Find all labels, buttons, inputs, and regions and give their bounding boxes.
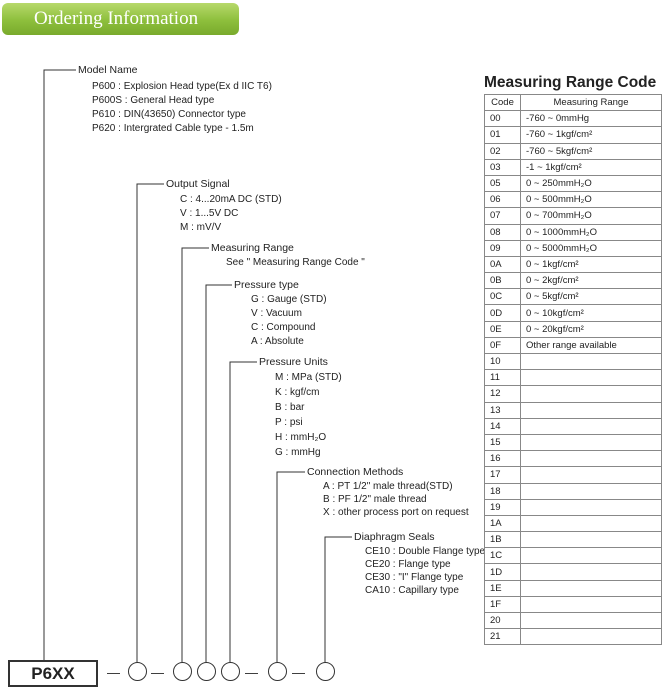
range-value-cell: -1 ~ 1kgf/cm² (521, 159, 662, 175)
table-row (485, 467, 662, 483)
table-row (485, 321, 662, 337)
range-value-cell (521, 434, 662, 450)
range-value-cell: 0 ~ 1kgf/cm² (521, 256, 662, 272)
pressure-units-option: K : kgf/cm (275, 387, 320, 398)
table-row (485, 111, 662, 127)
pressure-units-slot (221, 662, 240, 681)
range-code-cell: 0C (485, 289, 521, 305)
range-code-cell: 08 (485, 224, 521, 240)
range-value-cell (521, 548, 662, 564)
pressure-units-option: G : mmHg (275, 447, 321, 458)
range-value-cell (521, 418, 662, 434)
range-code-cell: 05 (485, 175, 521, 191)
range-value-cell (521, 402, 662, 418)
model-name-option: P600S : General Head type (92, 95, 215, 106)
table-row (485, 175, 662, 191)
range-value-cell (521, 532, 662, 548)
table-row (485, 515, 662, 531)
range-code-cell: 15 (485, 434, 521, 450)
range-code-cell: 0B (485, 273, 521, 289)
range-code-cell: 14 (485, 418, 521, 434)
range-value-cell: -760 ~ 0mmHg (521, 111, 662, 127)
table-row (485, 224, 662, 240)
table-row (485, 143, 662, 159)
model-name-option: P610 : DIN(43650) Connector type (92, 109, 246, 120)
pressure-units-option: P : psi (275, 417, 303, 428)
pressure-type-label: Pressure type (234, 279, 299, 291)
table-row (485, 402, 662, 418)
range-value-cell (521, 499, 662, 515)
range-code-cell: 00 (485, 111, 521, 127)
range-code-cell: 1F (485, 596, 521, 612)
range-code-cell: 19 (485, 499, 521, 515)
table-row (485, 289, 662, 305)
range-code-cell: 0E (485, 321, 521, 337)
range-code-cell: 03 (485, 159, 521, 175)
range-code-cell: 20 (485, 613, 521, 629)
range-value-cell (521, 580, 662, 596)
table-row (485, 483, 662, 499)
measuring-range-label: Measuring Range (211, 242, 294, 254)
table-row (485, 548, 662, 564)
output-signal-label: Output Signal (166, 178, 230, 190)
connection-methods-label: Connection Methods (307, 466, 404, 478)
range-code-cell: 1B (485, 532, 521, 548)
output-signal-option: M : mV/V (180, 222, 222, 233)
pressure-type-option: V : Vacuum (251, 308, 302, 319)
table-row (485, 256, 662, 272)
measuring-range-slot (173, 662, 192, 681)
range-code-cell: 1C (485, 548, 521, 564)
range-column-header: Measuring Range (521, 95, 662, 111)
diaphragm-seal-slot (316, 662, 335, 681)
range-value-cell: -760 ~ 1kgf/cm² (521, 127, 662, 143)
table-row (485, 305, 662, 321)
model-name-option: P600 : Explosion Head type(Ex d IIC T6) (92, 81, 272, 92)
table-row (485, 240, 662, 256)
table-header-row (485, 95, 662, 111)
range-value-cell: 0 ~ 5kgf/cm² (521, 289, 662, 305)
range-code-cell: 12 (485, 386, 521, 402)
measuring-range-note: See " Measuring Range Code " (226, 257, 365, 268)
range-code-cell: 10 (485, 354, 521, 370)
diaphragm-seal-option: CE30 : "I" Flange type (365, 572, 464, 583)
output-signal-option: V : 1...5V DC (180, 208, 239, 219)
table-row (485, 208, 662, 224)
range-code-cell: 0D (485, 305, 521, 321)
table-row (485, 273, 662, 289)
range-value-cell: -760 ~ 5kgf/cm² (521, 143, 662, 159)
table-row (485, 596, 662, 612)
table-row (485, 354, 662, 370)
range-code-cell: 06 (485, 192, 521, 208)
range-code-cell: 02 (485, 143, 521, 159)
pressure-type-option: C : Compound (251, 322, 316, 333)
table-row (485, 629, 662, 645)
range-value-cell (521, 386, 662, 402)
range-value-cell (521, 596, 662, 612)
connection-method-option: X : other process port on request (323, 507, 469, 518)
range-value-cell: 0 ~ 10kgf/cm² (521, 305, 662, 321)
range-code-cell: 09 (485, 240, 521, 256)
pressure-type-slot (197, 662, 216, 681)
range-value-cell: Other range available (521, 337, 662, 353)
section-title: Ordering Information (34, 8, 199, 29)
range-code-cell: 11 (485, 370, 521, 386)
table-row (485, 613, 662, 629)
diaphragm-seal-option: CA10 : Capillary type (365, 585, 459, 596)
pressure-type-option: G : Gauge (STD) (251, 294, 327, 305)
range-value-cell: 0 ~ 20kgf/cm² (521, 321, 662, 337)
model-name-label: Model Name (78, 64, 138, 76)
pressure-type-option: A : Absolute (251, 336, 304, 347)
range-value-cell (521, 451, 662, 467)
table-row (485, 386, 662, 402)
dash-separator: — (107, 665, 120, 680)
range-value-cell: 0 ~ 2kgf/cm² (521, 273, 662, 289)
range-code-cell: 17 (485, 467, 521, 483)
range-value-cell (521, 629, 662, 645)
dash-separator: — (292, 665, 305, 680)
output-signal-option: C : 4...20mA DC (STD) (180, 194, 282, 205)
range-value-cell: 0 ~ 5000mmH₂O (521, 240, 662, 256)
range-value-cell (521, 564, 662, 580)
table-row (485, 434, 662, 450)
range-code-cell: 16 (485, 451, 521, 467)
model-name-option: P620 : Intergrated Cable type - 1.5m (92, 123, 254, 134)
table-row (485, 451, 662, 467)
pressure-units-option: H : mmH₂O (275, 432, 327, 443)
diaphragm-seal-option: CE10 : Double Flange type (365, 546, 486, 557)
connection-method-option: A : PT 1/2" male thread(STD) (323, 481, 453, 492)
table-row (485, 127, 662, 143)
range-value-cell (521, 515, 662, 531)
table-row (485, 564, 662, 580)
pressure-units-label: Pressure Units (259, 356, 328, 368)
range-code-cell: 0A (485, 256, 521, 272)
diaphragm-seals-label: Diaphragm Seals (354, 531, 435, 543)
range-code-cell: 1D (485, 564, 521, 580)
range-code-cell: 1A (485, 515, 521, 531)
table-row (485, 192, 662, 208)
connection-method-option: B : PF 1/2" male thread (323, 494, 427, 505)
range-code-cell: 0F (485, 337, 521, 353)
table-row (485, 159, 662, 175)
table-body (485, 111, 662, 645)
range-code-cell: 21 (485, 629, 521, 645)
range-value-cell: 0 ~ 1000mmH₂O (521, 224, 662, 240)
pressure-units-option: B : bar (275, 402, 305, 413)
table-row (485, 532, 662, 548)
table-row (485, 418, 662, 434)
range-value-cell (521, 483, 662, 499)
measuring-range-table (484, 94, 662, 645)
pressure-units-option: M : MPa (STD) (275, 372, 342, 383)
range-code-cell: 1E (485, 580, 521, 596)
table-row (485, 370, 662, 386)
table-row (485, 337, 662, 353)
range-value-cell: 0 ~ 250mmH₂O (521, 175, 662, 191)
range-value-cell: 0 ~ 500mmH₂O (521, 192, 662, 208)
range-value-cell (521, 467, 662, 483)
range-value-cell (521, 370, 662, 386)
range-code-cell: 07 (485, 208, 521, 224)
range-value-cell: 0 ~ 700mmH₂O (521, 208, 662, 224)
table-row (485, 580, 662, 596)
range-table-title: Measuring Range Code (484, 74, 657, 91)
model-code: P6XX (31, 664, 75, 683)
range-value-cell (521, 613, 662, 629)
table-row (485, 499, 662, 515)
output-signal-slot (128, 662, 147, 681)
dash-separator: — (245, 665, 258, 680)
range-value-cell (521, 354, 662, 370)
connection-method-slot (268, 662, 287, 681)
range-code-cell: 01 (485, 127, 521, 143)
code-column-header: Code (485, 95, 521, 111)
range-code-cell: 18 (485, 483, 521, 499)
model-code-box (8, 660, 98, 687)
range-code-cell: 13 (485, 402, 521, 418)
diaphragm-seal-option: CE20 : Flange type (365, 559, 451, 570)
dash-separator: — (151, 665, 164, 680)
